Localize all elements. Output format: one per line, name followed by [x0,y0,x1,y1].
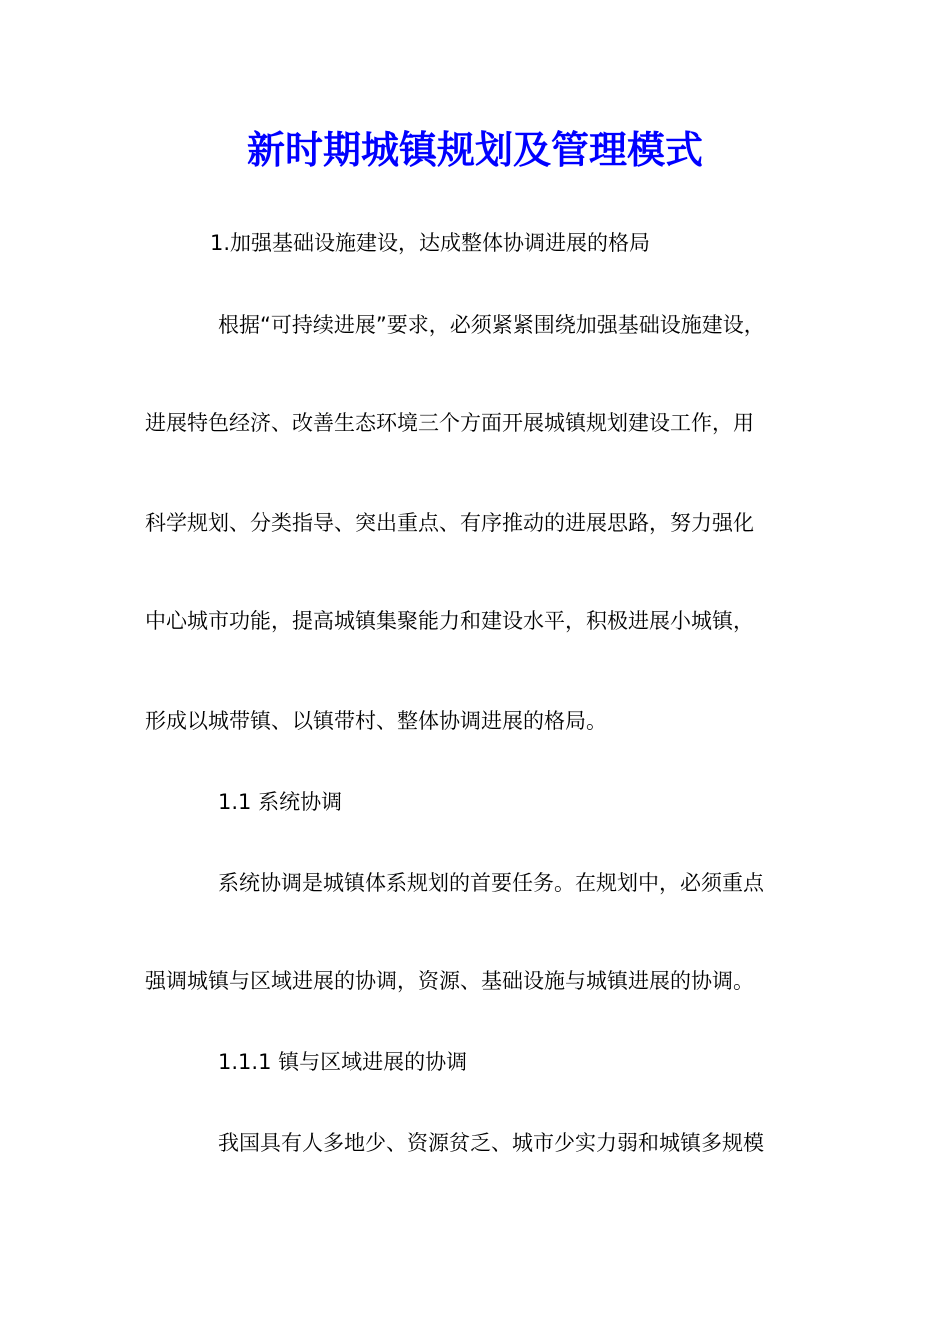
paragraph-line: 强调城镇与区域进展的协调，资源、基础设施与城镇进展的协调。 [145,969,754,993]
section-heading-1-1-1: 1.1.1 镇与区域进展的协调 [218,1050,468,1074]
document-title: 新时期城镇规划及管理模式 [246,127,703,172]
paragraph-line: 进展特色经济、改善生态环境三个方面开展城镇规划建设工作，用 [145,411,754,435]
paragraph-line: 根据“可持续进展”要求，必须紧紧围绕加强基础设施建设， [218,313,765,337]
paragraph-line: 形成以城带镇、以镇带村、整体协调进展的格局。 [145,709,607,733]
paragraph-line: 科学规划、分类指导、突出重点、有序推动的进展思路，努力强化 [145,511,754,535]
paragraph-line: 系统协调是城镇体系规划的首要任务。在规划中，必须重点 [218,871,764,895]
section-heading-1: 1.加强基础设施建设，达成整体协调进展的格局 [210,231,651,255]
paragraph-line: 我国具有人多地少、资源贫乏、城市少实力弱和城镇多规模 [218,1131,764,1155]
section-heading-1-1: 1.1 系统协调 [218,790,343,814]
paragraph-line: 中心城市功能，提高城镇集聚能力和建设水平，积极进展小城镇， [145,609,754,633]
